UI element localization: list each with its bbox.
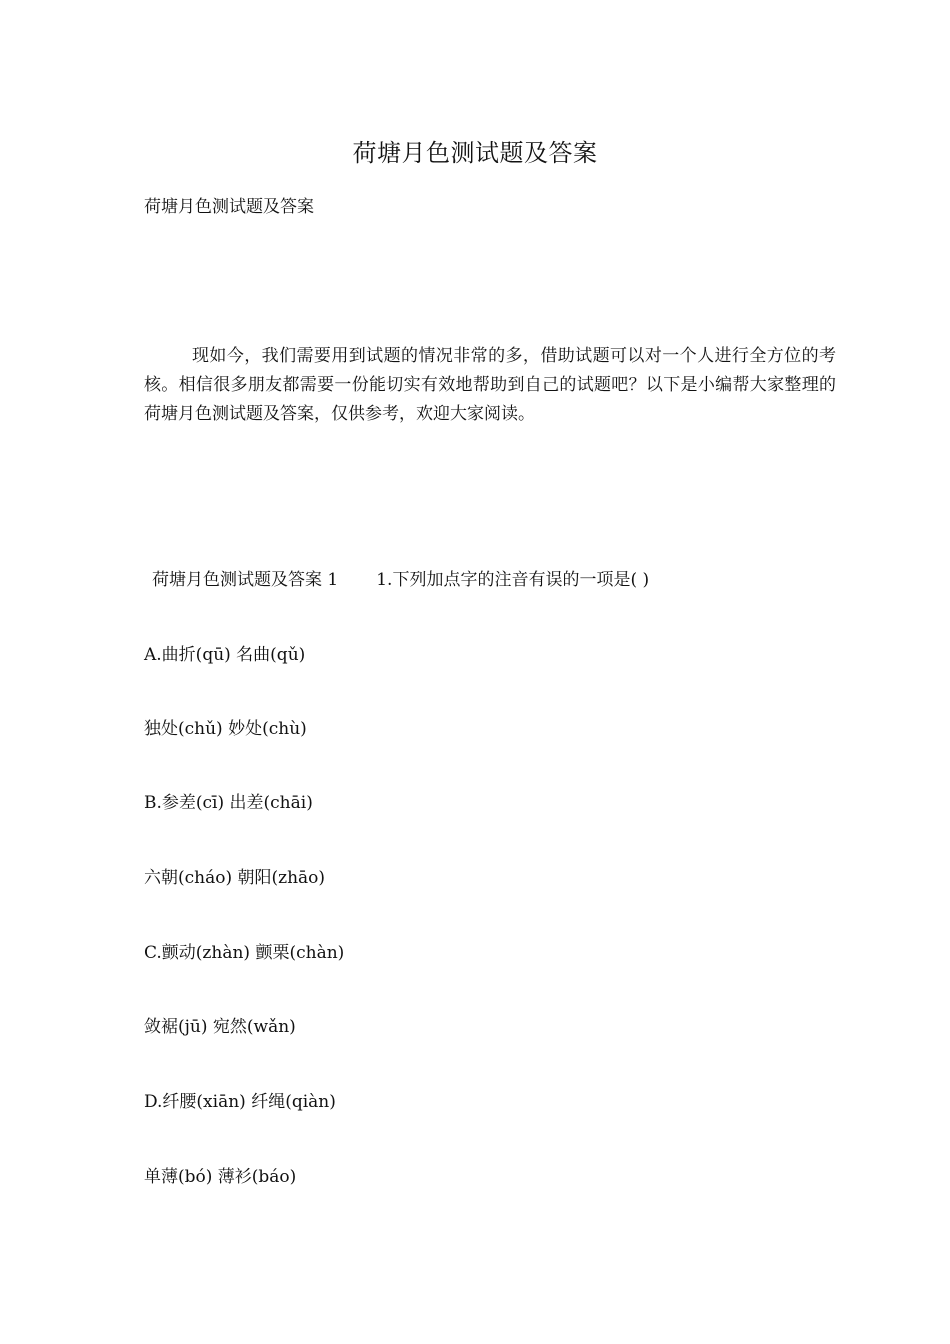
option-line: A.曲折(qū) 名曲(qǔ) [144,645,306,665]
option-line: 单薄(bó) 薄衫(báo) [144,1167,297,1187]
option-line: 敛裾(jū) 宛然(wǎn) [144,1017,296,1037]
document-subtitle: 荷塘月色测试题及答案 [144,197,314,217]
option-line: D.纤腰(xiān) 纤绳(qiàn) [144,1092,336,1112]
section-label: 荷塘月色测试题及答案 1 [152,570,339,590]
document-title: 荷塘月色测试题及答案 [352,139,598,167]
question-header [152,567,649,593]
intro-paragraph: 现如今，我们需要用到试题的情况非常的多，借助试题可以对一个人进行全方位的考核。相信很多朋友都需要一份能切实有效地帮助到自己的试题吧？以下是小编帮大家整理的荷塘月色测试题及答案，仅供参考，欢迎大家阅读。 [144,346,836,424]
option-line: C.颤动(zhàn) 颤栗(chàn) [144,943,345,963]
question-text: 1.下列加点字的注音有误的一项是( ) [376,570,650,590]
option-line: 独处(chǔ) 妙处(chù) [144,719,307,739]
option-line: B.参差(cī) 出差(chāi) [144,793,313,813]
option-line: 六朝(cháo) 朝阳(zhāo) [144,868,326,888]
